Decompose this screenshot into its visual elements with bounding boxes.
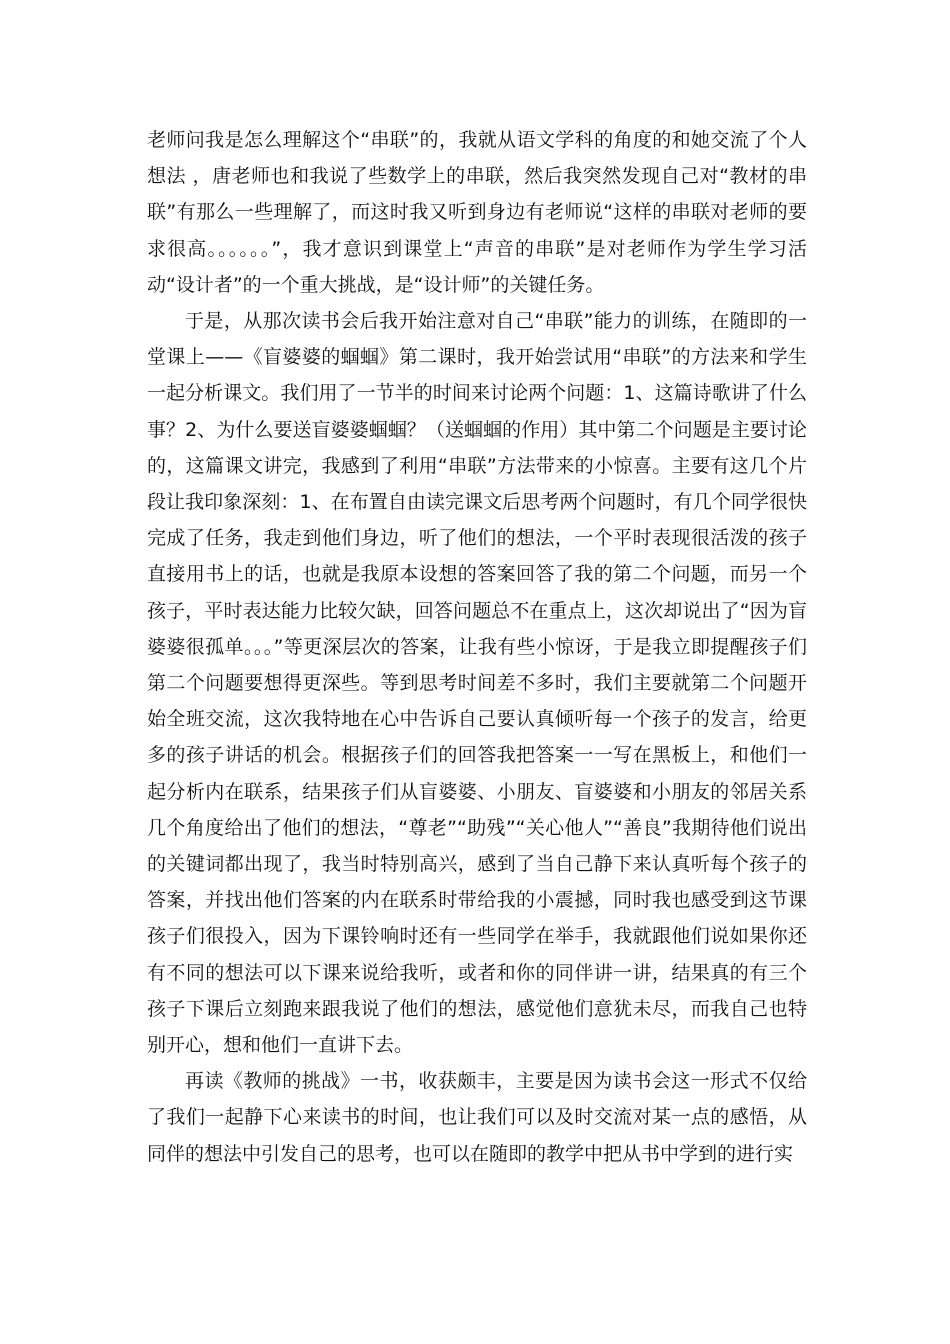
paragraph-1: 老师问我是怎么理解这个“串联”的，我就从语文学科的角度的和她交流了个人想法 ，唐老师也和我说了些数学上的串联，然后我突然发现自己对“教材的串联”有那么一些理解了，而这时我又听到身边有老师说“这样的串联对老师的要求很高。。。。。。”，我才意识到课堂上“声音的串联”是对老师作为学生学习活动“设计者”的一个重大挑战，是“设计师”的关键任务。 <box>147 129 807 296</box>
paragraph-3: 再读《教师的挑战》一书，收获颇丰，主要是因为读书会这一形式不仅给了我们一起静下心来读书的时间，也让我们可以及时交流对某一点的感悟，从同伴的想法中引发自己的思考，也可以在随即的教学中把从书中学到的进行实 <box>147 1070 807 1165</box>
document-body <box>147 122 807 1172</box>
paragraph-2: 于是，从那次读书会后我开始注意对自己“串联”能力的训练，在随即的一堂课上——《盲婆婆的蝈蝈》第二课时，我开始尝试用“串联”的方法来和学生一起分析课文。我们用了一节半的时间来讨论两个问题：1、这篇诗歌讲了什么事？2、为什么要送盲婆婆蝈蝈？（送蝈蝈的作用）其中第二个问题是主要讨论的，这篇课文讲完，我感到了利用“串联”方法带来的小惊喜。主要有这几个片段让我印象深刻：1、在布置自由读完课文后思考两个问题时，有几个同学很快完成了任务，我走到他们身边，听了他们的想法，一个平时表现很活泼的孩子直接用书上的话，也就是我原本设想的答案回答了我的第二个问题，而另一个孩子，平时表达能力比较欠缺，回答问题总不在重点上，这次却说出了“因为盲婆婆很孤单。。。”等更深层次的答案，让我有些小惊讶，于是我立即提醒孩子们第二个问题要想得更深些。等到思考时间差不多时，我们主要就第二个问题开始全班交流，这次我特地在心中告诉自己要认真倾听每一个孩子的发言，给更多的孩子讲话的机会。根据孩子们的回答我把答案一一写在黑板上，和他们一起分析内在联系，结果孩子们从盲婆婆、小朋友、盲婆婆和小朋友的邻居关系几个角度给出了他们的想法，“尊老”“助残”“关心他人”“善良”我期待他们说出的关键词都出现了，我当时特别高兴，感到了当自己静下来认真听每个孩子的答案，并找出他们答案的内在联系时带给我的小震撼，同时我也感受到这节课孩子们很投入，因为下课铃响时还有一些同学在举手，我就跟他们说如果你还有不同的想法可以下课来说给我听，或者和你的同伴讲一讲，结果真的有三个孩子下课后立刻跑来跟我说了他们的想法，感觉他们意犹未尽，而我自己也特别开心，想和他们一直讲下去。 <box>147 310 807 1057</box>
